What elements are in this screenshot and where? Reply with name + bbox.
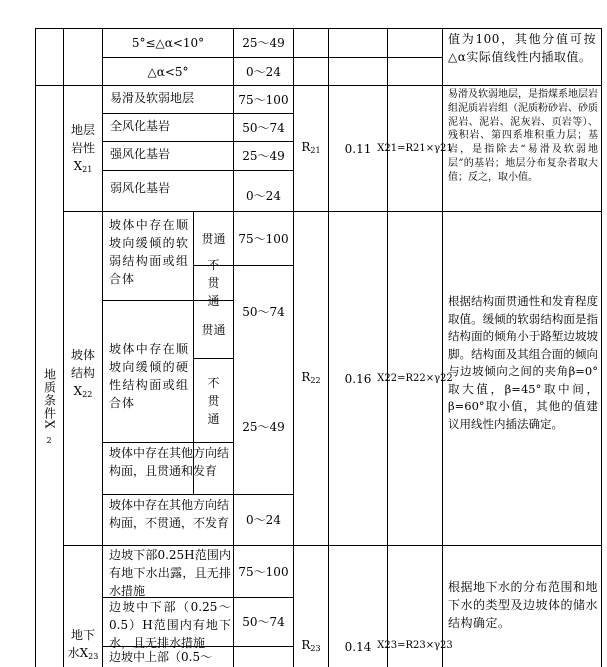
formula-text: X23=R23×γ23 <box>377 640 453 651</box>
rule <box>102 442 233 443</box>
condition-cell <box>109 496 229 544</box>
weight-value-text: 0.14 <box>344 640 372 654</box>
note-cell <box>448 30 596 85</box>
score-cell <box>234 142 293 170</box>
group-label-text: 地质条件X <box>42 368 57 430</box>
item-text: 弱风化基岩 <box>110 181 171 195</box>
score-text: 0～24 <box>246 513 281 527</box>
list-item <box>110 117 232 139</box>
item-text: 全风化基岩 <box>110 119 171 133</box>
factor-label-sub: 21 <box>82 165 93 174</box>
item-text: 边坡中下部（0.25～0.5）H范围内有地下水，且无排水措施 <box>109 600 231 650</box>
list-item <box>110 145 232 167</box>
condition-cell <box>109 340 189 420</box>
score-cell <box>234 86 293 113</box>
score-cell <box>234 598 293 646</box>
group-label-x2 <box>36 350 63 470</box>
score-text: 25～49 <box>242 419 285 434</box>
score-text: 75～100 <box>238 92 289 107</box>
score-cell <box>234 58 293 85</box>
criterion-text: △α<5° <box>147 64 189 79</box>
score-cell <box>234 182 293 210</box>
rule <box>35 28 36 667</box>
score-cell <box>234 546 293 597</box>
note-cell <box>448 88 598 210</box>
factor-label-sub: 23 <box>88 652 99 661</box>
weight-code-text: R <box>301 638 311 652</box>
list-item <box>109 648 231 667</box>
condition-sub-text: 贯通 <box>201 231 226 246</box>
score-cell <box>234 114 293 141</box>
score-cell <box>234 29 293 57</box>
item-text: 易滑及软弱地层 <box>110 91 195 105</box>
score-text: 50～74 <box>242 305 285 319</box>
condition-text: 坡体中存在其他方向结构面，不贯通，不发育 <box>109 498 230 530</box>
condition-text: 坡体中存在顺坡向缓倾的硬性结构面或组合体 <box>109 342 189 410</box>
score-cell <box>234 212 293 265</box>
list-item <box>109 546 231 596</box>
condition-sub-text: 不贯通 <box>207 258 220 308</box>
weight-code-sub: 21 <box>310 145 321 155</box>
formula-x21 <box>377 86 453 211</box>
condition-cell <box>109 216 189 296</box>
rule <box>601 28 602 667</box>
weight-code-x23 <box>294 630 328 664</box>
group-label-sub: 2 <box>46 435 53 445</box>
note-cell <box>448 293 598 483</box>
weight-code-sub: 23 <box>310 644 321 653</box>
factor-label-text: 地下水X <box>67 628 95 660</box>
weight-code-text: R <box>301 369 311 384</box>
condition-text: 坡体中存在其他方向结构面，且贯通和发育 <box>109 446 230 478</box>
rule <box>63 28 64 667</box>
note-text: 根据结构面贯通性和发育程度取值。缓倾的软弱结构面是指结构面的倾角小于路堑边坡坡脚。结构面及其组合面的倾向与边坡倾向之间的夹角β=0°取大值，β=45°取中间，β=60°取小值，其他的值建议用线性内插法确定。 <box>448 294 598 431</box>
score-text: 75～100 <box>238 564 289 579</box>
score-cell <box>234 495 293 545</box>
score-cell <box>234 359 293 494</box>
formula-x23 <box>377 625 453 667</box>
rule <box>102 28 103 667</box>
formula-text: X22=R22×γ22 <box>377 372 453 384</box>
item-text: 边坡下部0.25H范围内有地下水出露，且无排水措施 <box>109 548 231 598</box>
rule <box>442 28 443 667</box>
condition-cell <box>109 444 229 494</box>
criterion-text: 5°≤△α<10° <box>131 36 205 50</box>
factor-label-x21 <box>66 120 100 180</box>
score-text: 25～49 <box>242 149 285 163</box>
score-text: 25～49 <box>242 36 285 50</box>
item-text: 强风化基岩 <box>110 147 171 161</box>
factor-label-text: 地层岩性X <box>70 123 95 173</box>
score-text: 50～74 <box>242 120 285 135</box>
rule <box>102 170 293 171</box>
condition-sub-cell <box>194 258 233 308</box>
condition-sub-cell <box>194 359 233 442</box>
score-text: 75～100 <box>238 231 289 246</box>
note-text: 根据地下水的分布范围和地下水的类型及边坡体的储水结构确定。 <box>448 580 599 630</box>
factor-label-x22 <box>66 345 100 405</box>
note-text: 值为100，其他分值可按△α实际值线性内插取值。 <box>448 32 596 64</box>
item-text: 边坡中上部（0.5～ <box>109 650 213 664</box>
score-cell <box>234 266 293 358</box>
weight-value-text: 0.11 <box>344 141 372 156</box>
list-item <box>110 179 232 201</box>
factor-label-sub: 22 <box>82 390 93 399</box>
condition-sub-cell <box>194 301 233 358</box>
note-cell <box>448 578 598 658</box>
condition-text: 坡体中存在顺坡向缓倾的软弱结构面或组合体 <box>109 218 189 286</box>
score-text: 0～24 <box>246 64 281 79</box>
formula-text: X21=R21×γ21 <box>377 142 453 154</box>
rule <box>387 28 388 667</box>
score-text: 50～74 <box>242 615 285 629</box>
weight-code-x21 <box>294 86 328 211</box>
weight-code-x22 <box>294 212 328 545</box>
factor-label-x23 <box>66 625 100 667</box>
condition-sub-text: 不贯通 <box>207 375 220 426</box>
score-text: 0～24 <box>246 189 281 203</box>
criterion-cell <box>103 58 233 85</box>
weight-code-sub: 22 <box>310 375 321 385</box>
weight-value-text: 0.16 <box>344 371 372 386</box>
criterion-cell <box>103 29 233 57</box>
weight-code-text: R <box>301 139 311 154</box>
list-item <box>110 89 232 111</box>
condition-sub-text: 贯通 <box>201 322 226 337</box>
formula-x22 <box>377 212 453 545</box>
note-text: 易滑及软弱地层，是指煤系地层岩组泥质岩岩组（泥质粉砂岩、砂质泥岩、泥岩、泥灰岩、页岩等）、残积岩、第四系堆积重力层；基岩，是指除去“易滑及软弱地层”的基岩；地层分布复杂者取大值；反之，取小值。 <box>448 89 598 183</box>
factor-label-text: 坡体结构X <box>70 348 95 398</box>
list-item <box>109 598 231 650</box>
